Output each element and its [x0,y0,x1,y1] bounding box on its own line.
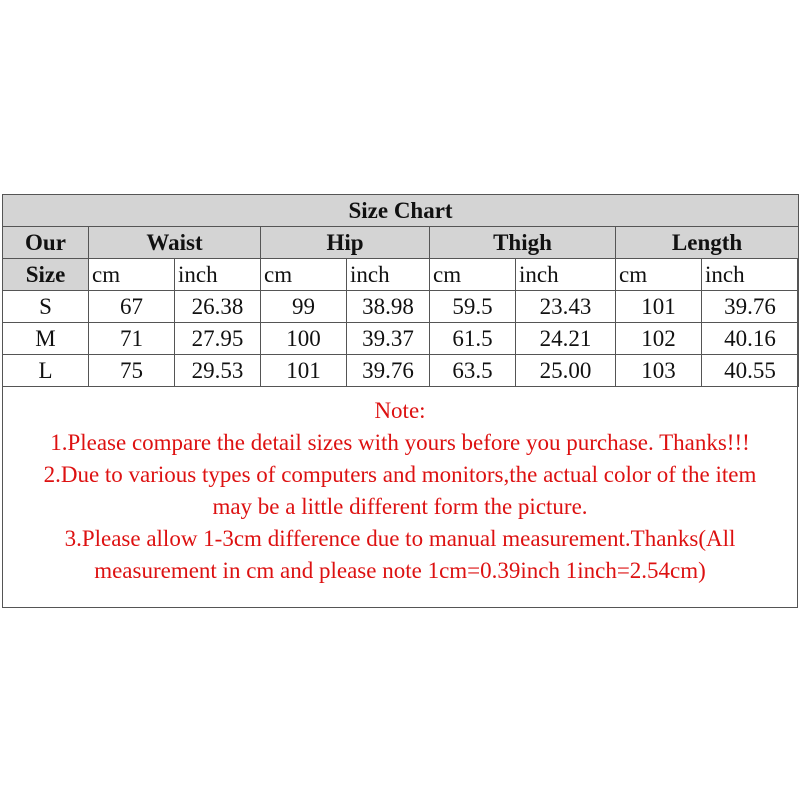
waist-inch-cell: 27.95 [175,323,261,355]
table-row [3,291,799,323]
unit-header-row [3,259,799,291]
note-line-2a: 2.Due to various types of computers and monitors,the actual color of the item [43,462,757,487]
length-unit-inch: inch [702,259,799,291]
waist-header: Waist [89,227,261,259]
size-cell: S [3,291,89,323]
hip-cm-cell: 101 [261,355,347,387]
hip-cm-cell: 100 [261,323,347,355]
thigh-inch-cell: 25.00 [516,355,616,387]
size-chart [2,194,798,608]
thigh-cm-cell: 63.5 [430,355,516,387]
size-header-bottom: Size [3,259,89,291]
length-cm-cell: 103 [616,355,702,387]
hip-cm-cell: 99 [261,291,347,323]
notes-section [3,387,797,587]
note-line-1: 1.Please compare the detail sizes with yours before you purchase. Thanks!!! [50,430,750,455]
waist-inch-cell: 26.38 [175,291,261,323]
length-inch-cell: 40.55 [702,355,799,387]
waist-unit-cm: cm [89,259,175,291]
length-inch-cell: 39.76 [702,291,799,323]
table-title: Size Chart [3,195,799,227]
group-header-row [3,227,799,259]
size-header-top: Our [3,227,89,259]
waist-cm-cell: 75 [89,355,175,387]
note-line-3b: measurement in cm and please note 1cm=0.39inch 1inch=2.54cm) [94,558,706,583]
hip-inch-cell: 39.37 [347,323,430,355]
hip-unit-inch: inch [347,259,430,291]
thigh-unit-inch: inch [516,259,616,291]
length-header: Length [616,227,799,259]
table-row [3,323,799,355]
length-unit-cm: cm [616,259,702,291]
title-row [3,195,799,227]
thigh-unit-cm: cm [430,259,516,291]
thigh-cm-cell: 61.5 [430,323,516,355]
waist-unit-inch: inch [175,259,261,291]
thigh-inch-cell: 24.21 [516,323,616,355]
size-table [2,194,799,387]
thigh-header: Thigh [430,227,616,259]
length-cm-cell: 102 [616,323,702,355]
hip-header: Hip [261,227,430,259]
waist-cm-cell: 71 [89,323,175,355]
hip-inch-cell: 38.98 [347,291,430,323]
size-cell: L [3,355,89,387]
note-heading: Note: [374,398,426,423]
note-line-3a: 3.Please allow 1-3cm difference due to manual measurement.Thanks(All [64,526,736,551]
thigh-inch-cell: 23.43 [516,291,616,323]
hip-unit-cm: cm [261,259,347,291]
hip-inch-cell: 39.76 [347,355,430,387]
note-line-2b: may be a little different form the picture. [212,494,588,519]
thigh-cm-cell: 59.5 [430,291,516,323]
waist-inch-cell: 29.53 [175,355,261,387]
size-cell: M [3,323,89,355]
length-cm-cell: 101 [616,291,702,323]
length-inch-cell: 40.16 [702,323,799,355]
waist-cm-cell: 67 [89,291,175,323]
table-row [3,355,799,387]
